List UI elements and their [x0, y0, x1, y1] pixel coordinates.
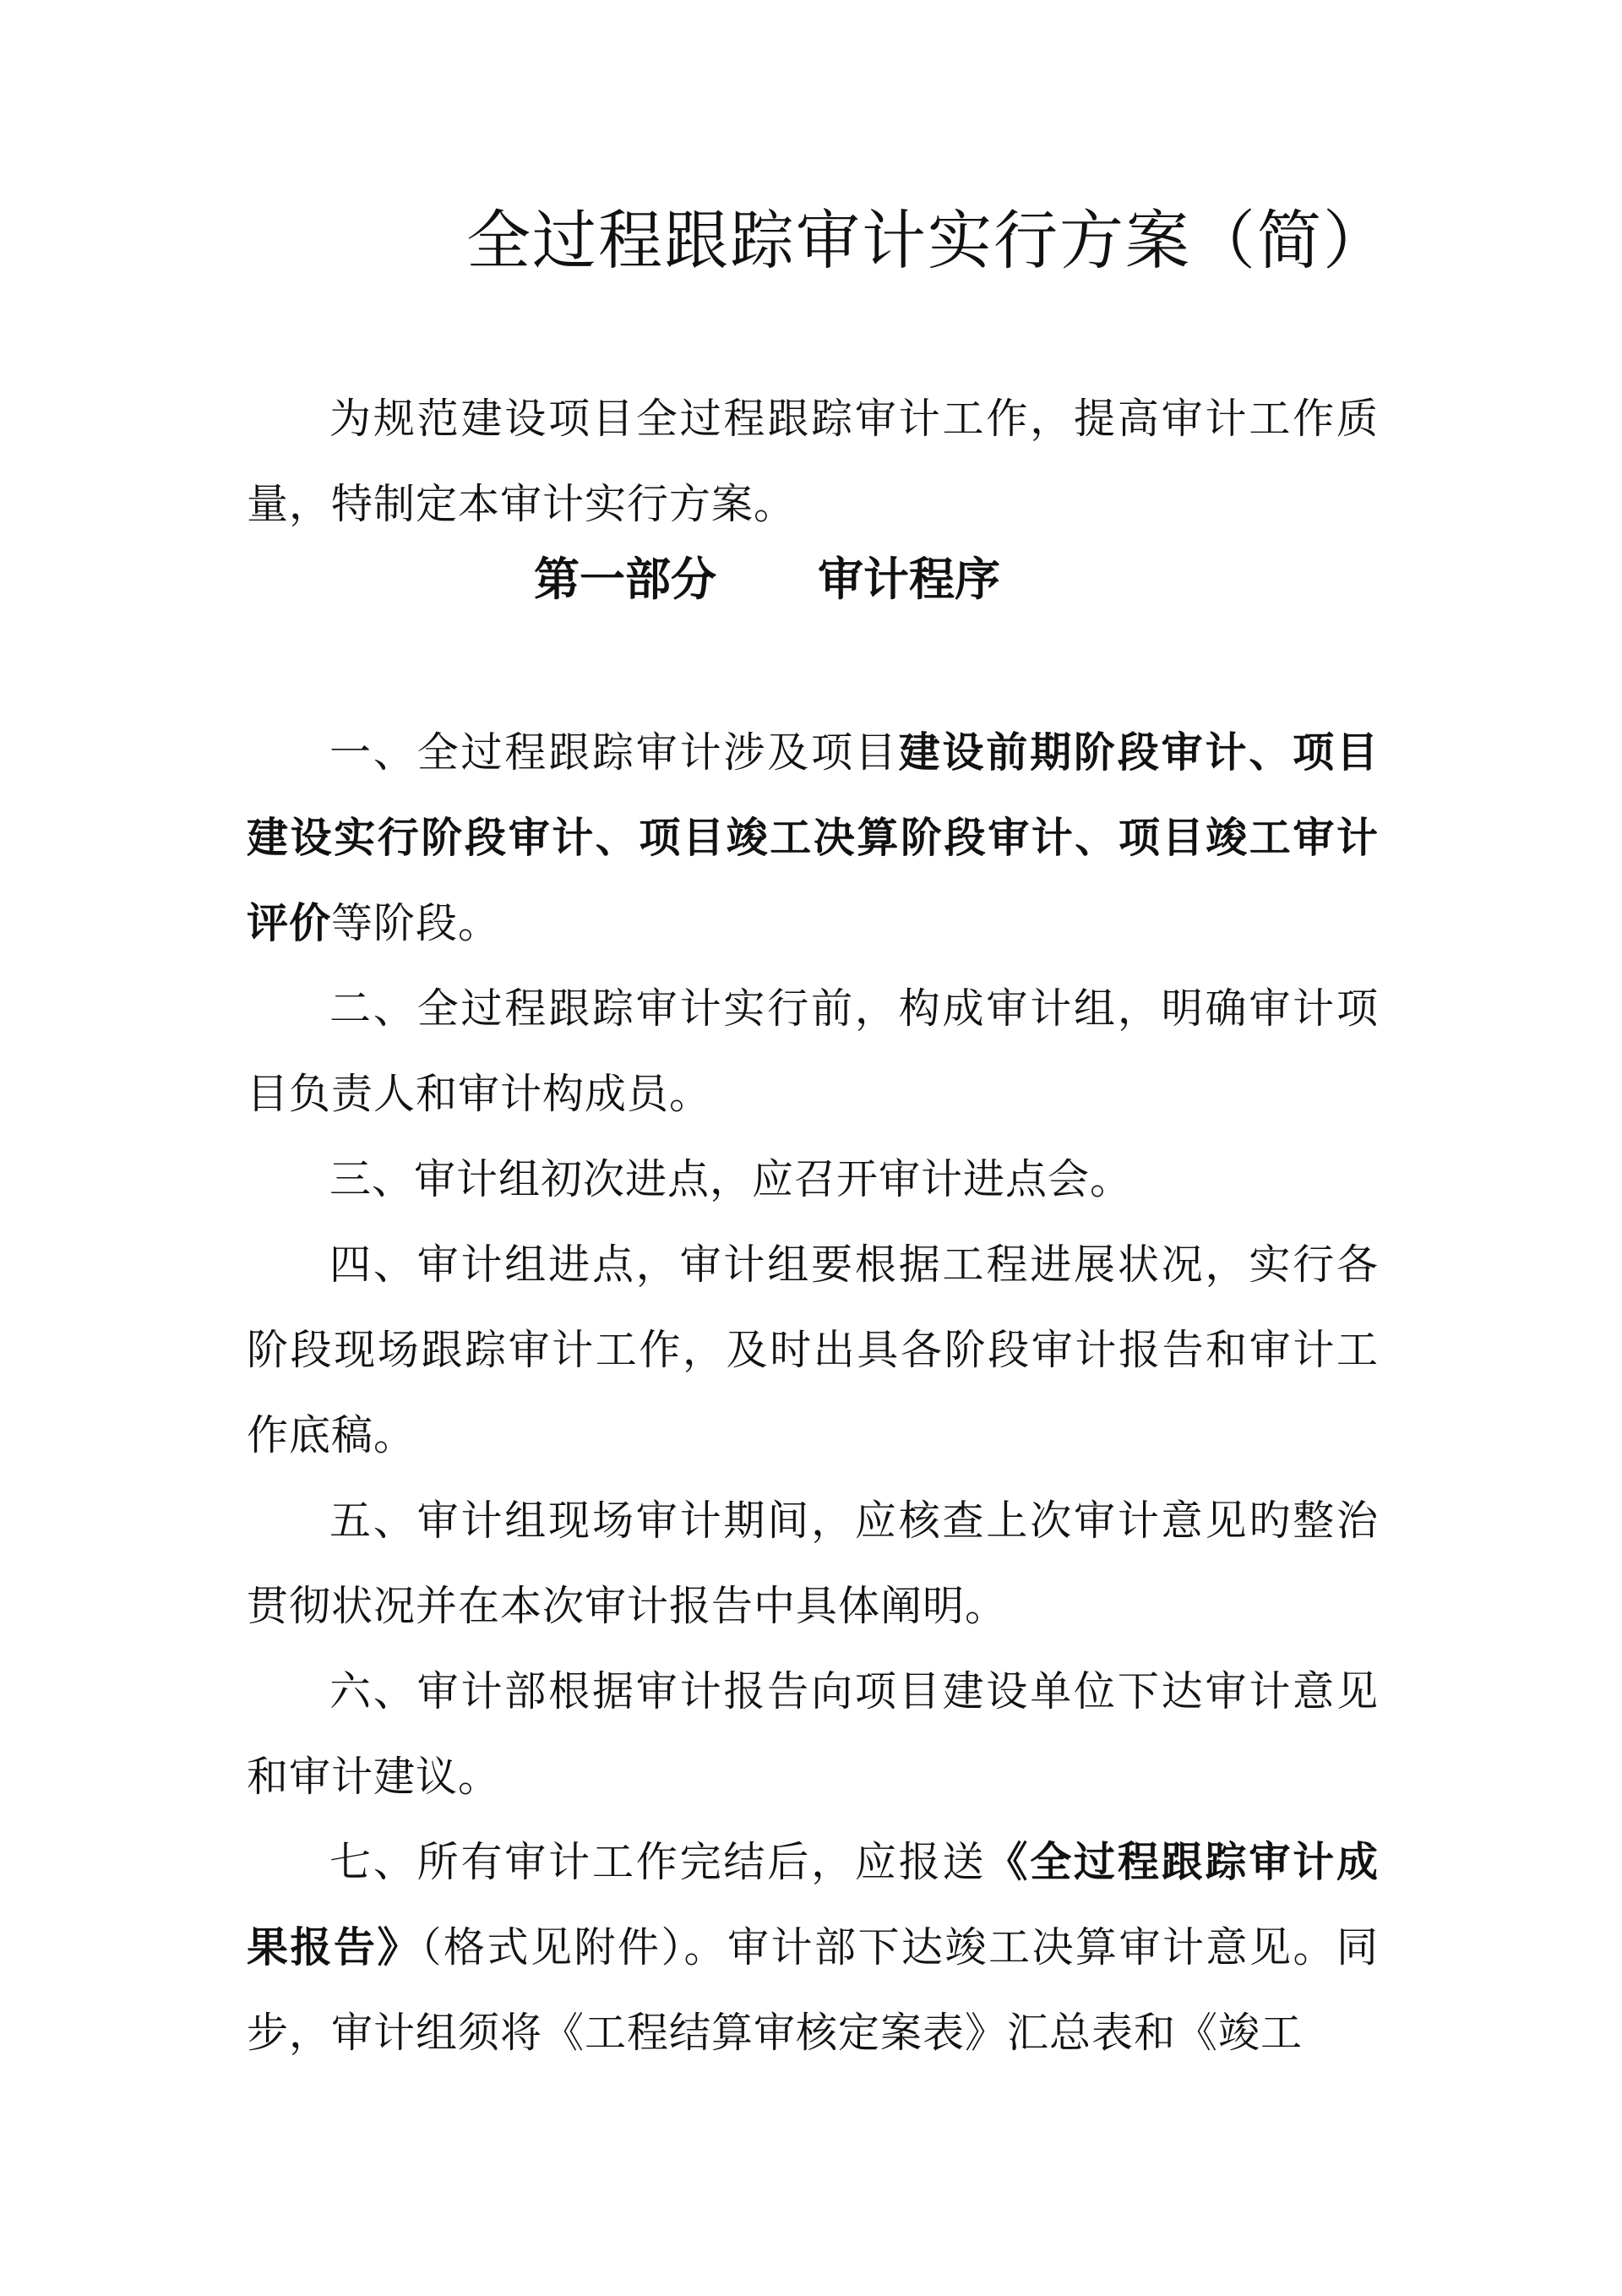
item1-tail: 等阶段。 — [331, 899, 501, 947]
list-item-1 — [247, 710, 1379, 966]
item7-lead: 七、所有审计工作完结后，应报送 — [329, 1838, 987, 1886]
item1-stages-bold: 建设前期阶段审计、项目建设实行阶段审计、项目竣工决算阶段审计、项目竣工审计评价 — [247, 728, 1379, 947]
item7-tail: （格式见附件）。审计部下达竣工决算审计意见。同步，审计组须将《工程结算审核定案表》汇总表和《竣工 — [247, 1923, 1379, 2057]
document-title: 全过程跟踪审计实行方案（简） — [466, 203, 1389, 278]
list-item-7 — [247, 1819, 1379, 2075]
item7-report-title-bold: 《全过程跟踪审计成果报告》 — [247, 1837, 1379, 1972]
intro-paragraph: 为规范建设项目全过程跟踪审计工作，提高审计工作质量，特制定本审计实行方案。 — [247, 395, 1379, 528]
section-name-label: 审计程序 — [818, 552, 1000, 606]
section-part-label: 第一部分 — [534, 552, 716, 606]
section-heading — [534, 541, 1000, 617]
list-item-5: 五、审计组现场审计期间，应核查上次审计意见旳整治贯彻状况并在本次审计报告中具体阐明。 — [247, 1497, 1379, 1630]
list-item-3: 三、审计组初次进点，应召开审计进点会。 — [329, 1155, 1133, 1203]
item1-lead: 一、全过程跟踪审计涉及项目 — [329, 728, 899, 777]
list-item-6: 六、审计部根据审计报告向项目建设单位下达审计意见和审计建议。 — [247, 1667, 1379, 1801]
procedure-list — [247, 710, 1379, 2075]
intro-block — [247, 376, 1379, 547]
list-item-2: 二、全过程跟踪审计实行前，构成审计组，明确审计项目负责人和审计构成员。 — [247, 984, 1379, 1118]
list-item-4: 四、审计组进点，审计组要根据工程进展状况，实行各阶段现场跟踪审计工作，及时出具各阶段审计报告和审计工作底稿。 — [247, 1241, 1379, 1459]
